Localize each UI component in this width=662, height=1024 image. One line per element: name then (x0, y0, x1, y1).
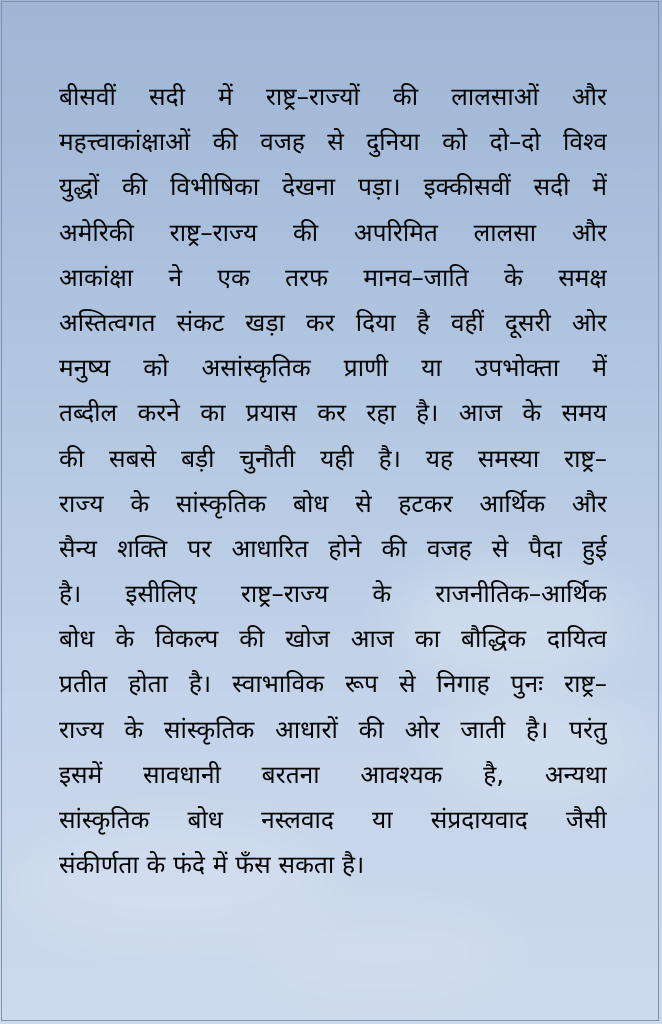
text-line: महत्त्वाकांक्षाओं की वजह से दुनिया को दो–दो विश्व (59, 127, 607, 157)
text-line: सैन्य शक्ति पर आधारित होने की वजह से पैदा हुई (59, 533, 607, 563)
text-line: अमेरिकी राष्ट्र–राज्य की अपरिमित लालसा और (59, 217, 607, 247)
text-line: आकांक्षा ने एक तरफ मानव–जाति के समक्ष (59, 262, 607, 292)
text-line: राज्य के सांस्कृतिक बोध से हटकर आर्थिक और (59, 488, 607, 518)
text-line: की सबसे बड़ी चुनौती यही है। यह समस्या राष्ट्र– (59, 443, 607, 473)
text-line: राज्य के सांस्कृतिक आधारों की ओर जाती है। परंतु (59, 714, 607, 744)
text-line: इसमें सावधानी बरतना आवश्यक है, अन्यथा (59, 759, 607, 789)
text-line: बोध के विकल्प की खोज आज का बौद्धिक दायित्व (59, 624, 607, 654)
text-line: है। इसीलिए राष्ट्र–राज्य के राजनीतिक–आर्थिक (59, 579, 607, 609)
text-line: बीसवीं सदी में राष्ट्र–राज्यों की लालसाओं और (59, 82, 607, 111)
text-line: तब्दील करने का प्रयास कर रहा है। आज के समय (59, 398, 607, 428)
text-line: प्रतीत होता है। स्वाभाविक रूप से निगाह पुनः राष्ट्र– (59, 669, 607, 699)
text-line: सांस्कृतिक बोध नस्लवाद या संप्रदायवाद जैसी (59, 805, 607, 834)
text-line: युद्धों की विभीषिका देखना पड़ा। इक्कीसवीं सदी में (59, 172, 607, 202)
text-line: संकीर्णता के फंदे में फँस सकता है। (59, 850, 365, 880)
book-back-cover (1, 1, 659, 1021)
cloud-decoration (252, 907, 512, 997)
body-paragraph (59, 74, 607, 887)
text-line: मनुष्य को असांस्कृतिक प्राणी या उपभोक्ता में (59, 353, 607, 383)
text-line: अस्तित्वगत संकट खड़ा कर दिया है वहीं दूसरी ओर (59, 307, 607, 337)
